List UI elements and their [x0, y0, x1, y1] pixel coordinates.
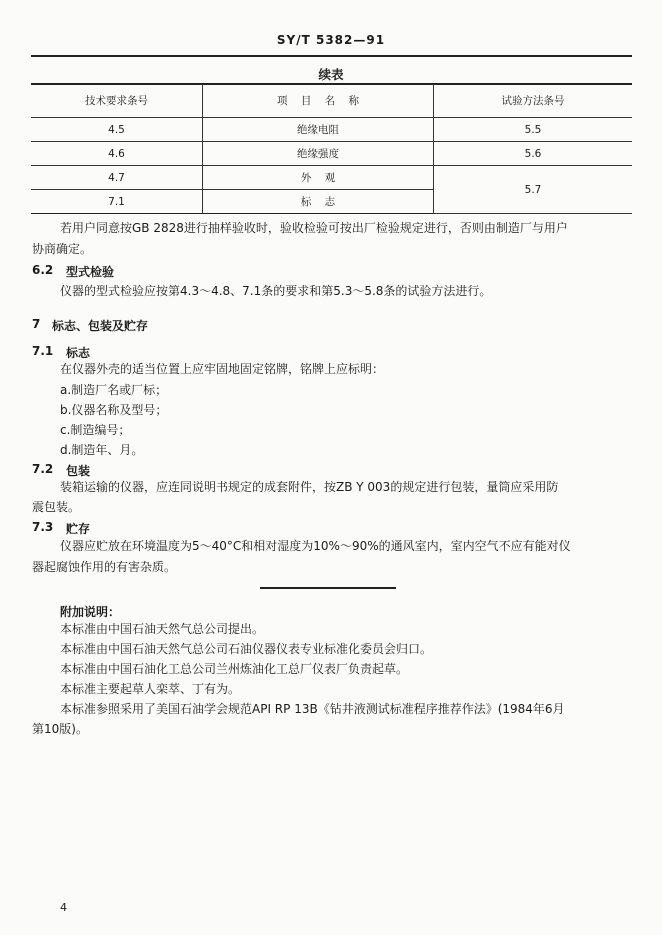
- section-6-2-text: 仪器的型式检验应按第4.3～4.8、7.1条的要求和第5.3～5.8条的试验方法进行。: [60, 284, 492, 298]
- header-rule: [31, 55, 632, 57]
- column-header-item: 项 目 名 称: [203, 84, 434, 118]
- section-7-2-number: 7.2: [32, 462, 54, 476]
- cell-clause: 4.5: [31, 118, 203, 142]
- cell-method: 5.6: [434, 142, 633, 166]
- page-number: 4: [60, 901, 67, 914]
- section-7-1-title: 标志: [66, 346, 91, 360]
- table-row: [31, 118, 632, 142]
- notes-title: 附加说明：: [60, 605, 121, 619]
- notes-line: 本标准由中国石油天然气总公司提出。: [60, 622, 265, 636]
- list-item: d.制造年、月。: [60, 443, 144, 457]
- cell-method: 5.5: [434, 118, 633, 142]
- cell-item: 绝缘电阻: [203, 118, 434, 142]
- cell-clause: 4.7: [31, 166, 203, 190]
- sampling-paragraph-line2: 协商确定。: [32, 242, 93, 256]
- section-7-3-line1: 仪器应贮放在环境温度为5～40°C和相对湿度为10%～90%的通风室内，室内空气不应有能对仪: [60, 539, 571, 553]
- section-6-2-title: 型式检验: [66, 265, 115, 279]
- section-7-2-line2: 震包装。: [32, 500, 81, 514]
- cell-item: 标 志: [203, 190, 434, 214]
- notes-line: 本标准由中国石油化工总公司兰州炼油化工总厂仪表厂负责起草。: [60, 662, 409, 676]
- column-header-clause: 技术要求条号: [31, 84, 203, 118]
- section-7-number: 7: [32, 317, 41, 331]
- cell-clause: 4.6: [31, 142, 203, 166]
- column-header-method: 试验方法条号: [434, 84, 633, 118]
- section-7-3-number: 7.3: [32, 520, 54, 534]
- sampling-paragraph-line1: 若用户同意按GB 2828进行抽样验收时，验收检验可按出厂检验规定进行，否则由制造厂与用户: [60, 221, 568, 235]
- list-item: b.仪器名称及型号；: [60, 403, 168, 417]
- table-row: [31, 142, 632, 166]
- requirements-table: [31, 84, 632, 214]
- notes-line: 本标准主要起草人栾萃、丁有为。: [60, 682, 241, 696]
- list-item: c.制造编号；: [60, 423, 131, 437]
- list-item: a.制造厂名或厂标；: [60, 383, 168, 397]
- section-7-title: 标志、包装及贮存: [52, 319, 149, 333]
- section-7-3-line2: 器起腐蚀作用的有害杂质。: [32, 560, 177, 574]
- section-6-2-number: 6.2: [32, 263, 54, 277]
- notes-line: 本标准由中国石油天然气总公司石油仪器仪表专业标准化委员会归口。: [60, 642, 433, 656]
- table-header-row: [31, 84, 632, 118]
- section-7-1-number: 7.1: [32, 344, 54, 358]
- document-code-header: SY/T 5382—91: [276, 33, 386, 47]
- section-7-2-line1: 装箱运输的仪器，应连同说明书规定的成套附件，按ZB Y 003的规定进行包装，量筒应采用防: [60, 480, 559, 494]
- section-7-2-title: 包装: [66, 464, 91, 478]
- cell-item: 绝缘强度: [203, 142, 434, 166]
- cell-method-merged: 5.7: [434, 166, 633, 214]
- table-row: [31, 166, 632, 190]
- section-divider: [260, 587, 396, 589]
- notes-last-line: 第10版)。: [32, 722, 88, 736]
- table-caption: 续表: [318, 67, 344, 82]
- cell-clause: 7.1: [31, 190, 203, 214]
- cell-item: 外 观: [203, 166, 434, 190]
- section-7-3-title: 贮存: [66, 522, 91, 536]
- section-7-1-text: 在仪器外壳的适当位置上应牢固地固定铭牌，铭牌上应标明：: [60, 362, 385, 376]
- notes-line: 本标准参照采用了美国石油学会规范API RP 13B《钻井液测试标准程序推荐作法》(1984年6月: [60, 702, 565, 716]
